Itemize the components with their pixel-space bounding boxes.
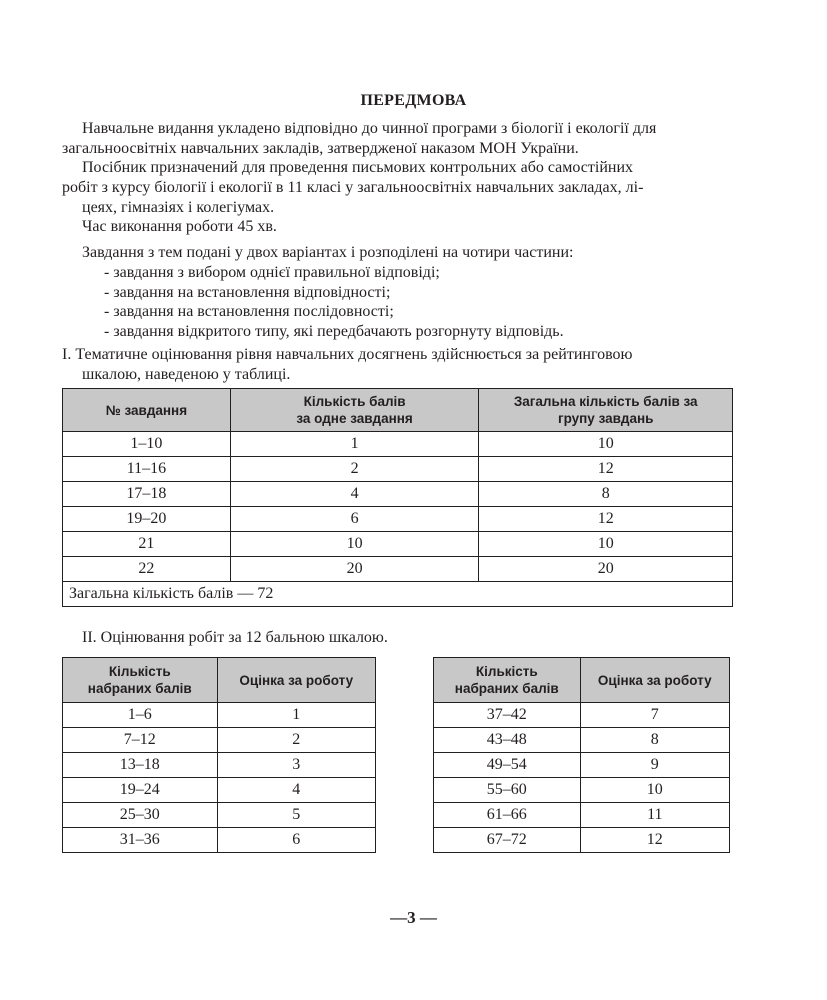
table-cell: 11–16: [63, 457, 231, 482]
table-cell: 22: [63, 557, 231, 582]
purpose-paragraph-line-2: робіт з курсу біології і екології в 11 класі у загальноосвітніх навчальних закладах, лі-: [62, 179, 644, 196]
intro-paragraph-line-2: загальноосвітніх навчальних закладів, затвердженої наказом МОН України.: [62, 140, 579, 157]
table-cell: 67–72: [434, 828, 581, 853]
table-cell: 10: [580, 778, 729, 803]
table-cell: 10: [479, 432, 733, 457]
table-cell: 20: [479, 557, 733, 582]
table-cell: 25–30: [63, 803, 218, 828]
table-total-cell: Загальна кількість балів — 72: [63, 582, 733, 607]
grade-scale-table-right: [433, 657, 730, 853]
table-cell: 10: [230, 532, 479, 557]
duration-paragraph: Час виконання роботи 45 хв.: [82, 218, 277, 235]
table-cell: 13–18: [63, 753, 218, 778]
purpose-paragraph-line-1: Посібник призначений для проведення письмових контрольних або самостійних: [82, 159, 634, 176]
header-group-total: [479, 389, 733, 432]
table-cell: 2: [230, 457, 479, 482]
table-cell: 12: [580, 828, 729, 853]
header-text: Кількість балів: [303, 394, 406, 409]
table-cell: 4: [230, 482, 479, 507]
header-text: Загальна кількість балів за: [513, 394, 698, 409]
bullet-item: - завдання з вибором однієї правильної відповіді;: [104, 264, 440, 281]
table-header-row: [63, 389, 733, 432]
table-cell: 21: [63, 532, 231, 557]
table-row: [434, 828, 730, 853]
header-task-number: № завдання: [63, 389, 231, 432]
table-cell: 20: [230, 557, 479, 582]
header-text: Кількість: [475, 664, 538, 679]
rating-scale-table: [62, 388, 733, 607]
section-1-heading: [62, 345, 734, 385]
table-cell: 11: [580, 803, 729, 828]
table-row: [63, 557, 733, 582]
table-cell: 8: [479, 482, 733, 507]
table-cell: 61–66: [434, 803, 581, 828]
table-cell: 7–12: [63, 728, 218, 753]
table-row: [63, 532, 733, 557]
table-row: [63, 703, 376, 728]
bullet-item: - завдання на встановлення відповідності;: [104, 284, 391, 301]
purpose-paragraph-line-3: цеях, гімназіях і колегіумах.: [82, 199, 275, 216]
table-cell: 19–24: [63, 778, 218, 803]
table-cell: 1: [230, 432, 479, 457]
bullet-item: - завдання відкритого типу, які передбачають розгорнуту відповідь.: [104, 323, 564, 340]
header-text: групу завдань: [557, 411, 654, 426]
table-cell: 9: [580, 753, 729, 778]
table-row: [434, 753, 730, 778]
header-grade: Оцінка за роботу: [217, 658, 375, 703]
table-row: [63, 728, 376, 753]
table-header-row: [63, 658, 376, 703]
section-1-line-2: шкалою, наведеною у таблиці.: [82, 366, 291, 383]
table-cell: 10: [479, 532, 733, 557]
header-points-per-task: [230, 389, 479, 432]
table-cell: 3: [217, 753, 375, 778]
table-cell: 8: [580, 728, 729, 753]
structure-paragraph: Завдання з тем подані у двох варіантах і розподілені на чотири частини:: [82, 244, 574, 261]
table-cell: 1: [217, 703, 375, 728]
table-cell: 6: [230, 507, 479, 532]
header-points-scored: [434, 658, 581, 703]
header-text: набраних балів: [87, 681, 192, 696]
table-row: [63, 753, 376, 778]
table-cell: 5: [217, 803, 375, 828]
table-cell: 37–42: [434, 703, 581, 728]
bullet-item: - завдання на встановлення послідовності;: [104, 303, 394, 320]
grade-scale-table-left: [62, 657, 376, 853]
header-grade: Оцінка за роботу: [580, 658, 729, 703]
header-text: Кількість: [108, 664, 171, 679]
page-number: —3 —: [390, 908, 437, 927]
table-cell: 7: [580, 703, 729, 728]
table-row: [434, 703, 730, 728]
header-text: за одне завдання: [296, 411, 413, 426]
table-row: [63, 803, 376, 828]
table-cell: 19–20: [63, 507, 231, 532]
table-row: [63, 482, 733, 507]
table-cell: 2: [217, 728, 375, 753]
header-points-scored: [63, 658, 218, 703]
table-cell: 43–48: [434, 728, 581, 753]
table-row: [63, 828, 376, 853]
table-row: [63, 507, 733, 532]
page-title: ПЕРЕДМОВА: [360, 92, 467, 109]
table-cell: 6: [217, 828, 375, 853]
header-text: набраних балів: [454, 681, 559, 696]
section-2-heading: II. Оцінювання робіт за 12 бальною шкалою.: [82, 629, 388, 646]
table-row: [434, 803, 730, 828]
table-row: [434, 778, 730, 803]
table-total-row: [63, 582, 733, 607]
table-cell: 4: [217, 778, 375, 803]
table-row: [434, 728, 730, 753]
table-row: [63, 432, 733, 457]
section-1-line-1: I. Тематичне оцінювання рівня навчальних досягнень здійснюється за рейтинговою: [62, 346, 633, 363]
table-cell: 12: [479, 457, 733, 482]
table-cell: 49–54: [434, 753, 581, 778]
table-cell: 55–60: [434, 778, 581, 803]
table-cell: 1–10: [63, 432, 231, 457]
intro-paragraph-line-1: Навчальне видання укладено відповідно до чинної програми з біології і екології для: [82, 120, 657, 137]
table-cell: 31–36: [63, 828, 218, 853]
table-cell: 12: [479, 507, 733, 532]
table-header-row: [434, 658, 730, 703]
table-row: [63, 457, 733, 482]
table-cell: 1–6: [63, 703, 218, 728]
table-cell: 17–18: [63, 482, 231, 507]
table-row: [63, 778, 376, 803]
